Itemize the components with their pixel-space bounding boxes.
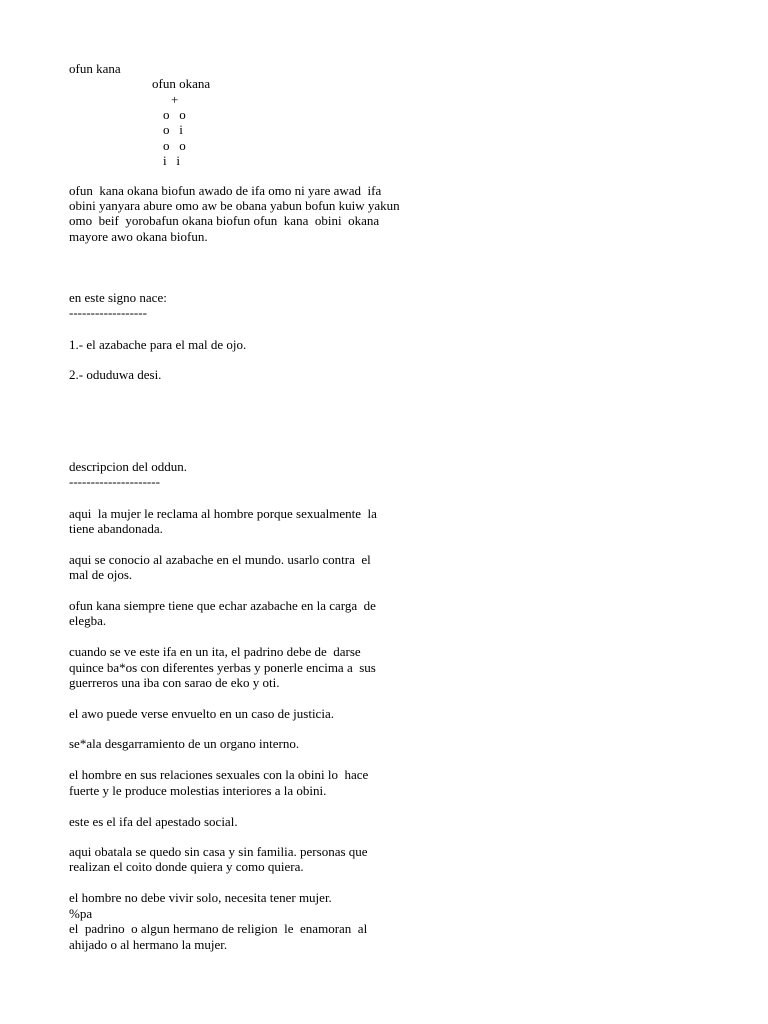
paragraph-line: tiene abandonada. — [69, 521, 163, 536]
intro-line: omo beif yorobafun okana biofun ofun kana obini okana — [69, 213, 380, 228]
paragraph-line: el awo puede verse envuelto en un caso de justicia. — [69, 706, 334, 721]
paragraph-line: elegba. — [69, 613, 107, 628]
paragraph-line: se*ala desgarramiento de un organo interno. — [69, 736, 300, 751]
paragraph-line: ahijado o al hermano la mujer. — [69, 937, 228, 952]
paragraph-line: fuerte y le produce molestias interiores a la obini. — [69, 783, 327, 798]
intro-line: obini yanyara abure omo aw be obana yabun bofun kuiw yakun — [69, 198, 400, 213]
nace-rule: ------------------ — [69, 305, 147, 320]
odu-mark-row: o o — [163, 138, 186, 153]
paragraph-line: quince ba*os con diferentes yerbas y ponerle encima a sus — [69, 660, 376, 675]
nace-item: 2.- oduduwa desi. — [69, 367, 162, 382]
descripcion-heading: descripcion del oddun. — [69, 459, 188, 474]
odu-plus-mark: + — [171, 92, 179, 107]
intro-line: mayore awo okana biofun. — [69, 229, 208, 244]
nace-heading: en este signo nace: — [69, 290, 167, 305]
odu-mark-row: o o — [163, 107, 186, 122]
paragraph-line: ofun kana siempre tiene que echar azabache en la carga de — [69, 598, 376, 613]
paragraph-line: realizan el coito donde quiera y como quiera. — [69, 859, 304, 874]
paragraph-line: aqui se conocio al azabache en el mundo. usarlo contra el — [69, 552, 371, 567]
paragraph-line: aqui la mujer le reclama al hombre porque sexualmente la — [69, 506, 377, 521]
odu-title: ofun kana — [69, 61, 121, 76]
paragraph-line: guerreros una iba con sarao de eko y oti. — [69, 675, 280, 690]
paragraph-line: este es el ifa del apestado social. — [69, 814, 238, 829]
odu-mark-row: i i — [163, 153, 180, 168]
paragraph-line: %pa — [69, 906, 93, 921]
odu-subtitle: ofun okana — [152, 76, 211, 91]
odu-mark-row: o i — [163, 122, 183, 137]
descripcion-rule: --------------------- — [69, 474, 160, 489]
paragraph-line: el hombre en sus relaciones sexuales con la obini lo hace — [69, 767, 369, 782]
paragraph-line: mal de ojos. — [69, 567, 133, 582]
intro-line: ofun kana okana biofun awado de ifa omo ni yare awad ifa — [69, 183, 382, 198]
paragraph-line: aqui obatala se quedo sin casa y sin familia. personas que — [69, 844, 368, 859]
nace-item: 1.- el azabache para el mal de ojo. — [69, 337, 247, 352]
paragraph-line: el padrino o algun hermano de religion le enamoran al — [69, 921, 368, 936]
paragraph-line: cuando se ve este ifa en un ita, el padrino debe de darse — [69, 644, 361, 659]
paragraph-line: el hombre no debe vivir solo, necesita tener mujer. — [69, 890, 332, 905]
